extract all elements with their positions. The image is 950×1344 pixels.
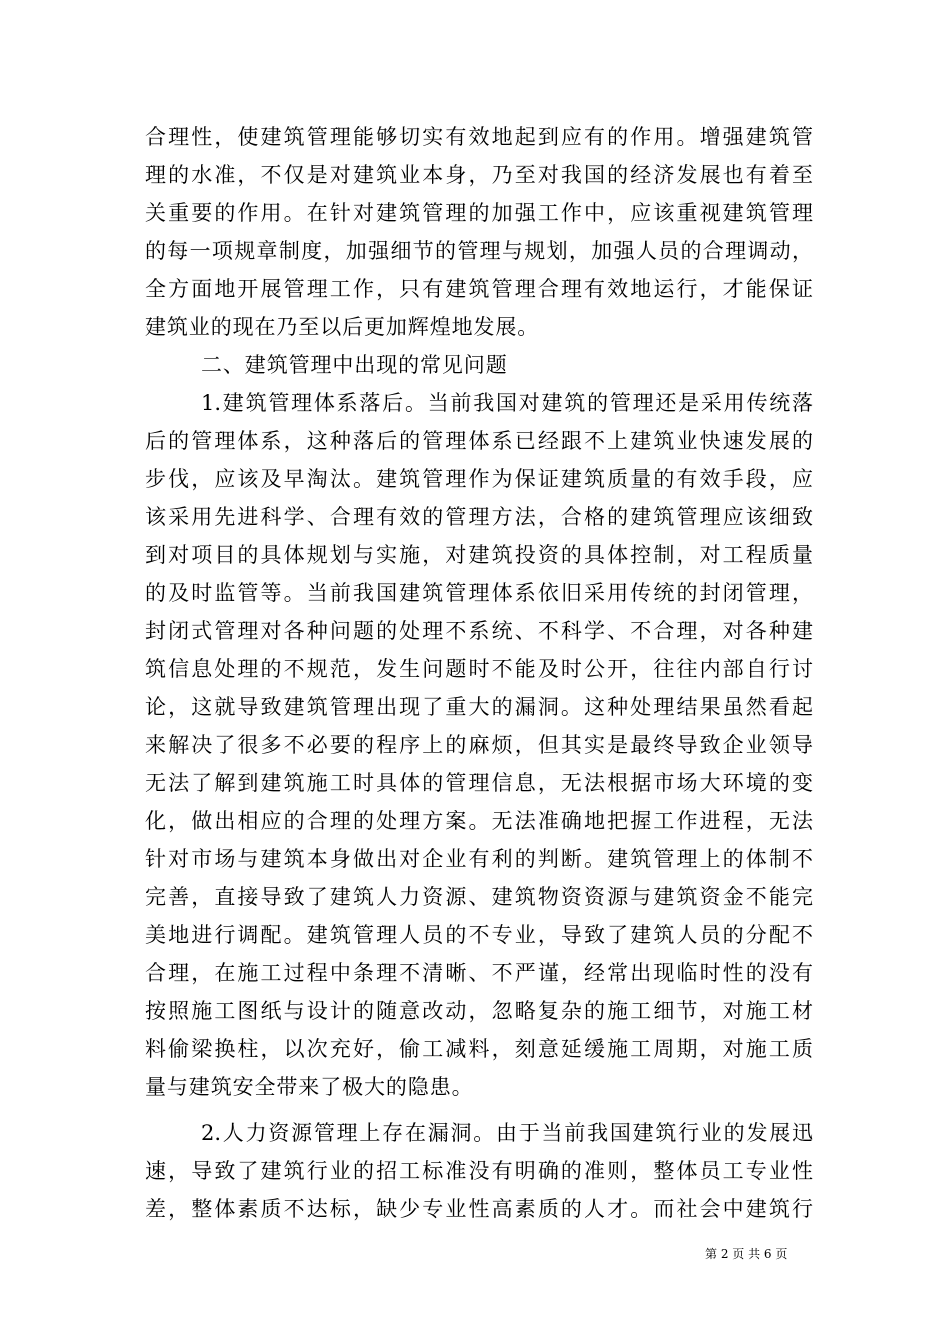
text-line: 的每一项规章制度，加强细节的管理与规划，加强人员的合理调动， (145, 239, 813, 263)
text-line: 针对市场与建筑本身做出对企业有利的判断。建筑管理上的体制不 (145, 847, 813, 871)
text-line: 合理性，使建筑管理能够切实有效地起到应有的作用。增强建筑管 (145, 125, 813, 149)
text-line: 的及时监管等。当前我国建筑管理体系依旧采用传统的封闭管理， (145, 581, 813, 605)
text-line: 该采用先进科学、合理有效的管理方法，合格的建筑管理应该细致 (145, 505, 813, 529)
paragraph-gap (145, 1106, 813, 1114)
text-line: 二、建筑管理中出现的常见问题 (201, 353, 508, 377)
document-body (145, 118, 813, 1228)
text-line: 量与建筑安全带来了极大的隐患。 (145, 1075, 474, 1099)
text-line: 1.建筑管理体系落后。当前我国对建筑的管理还是采用传统落 (201, 391, 813, 415)
text-line: 理的水准，不仅是对建筑业本身，乃至对我国的经济发展也有着至 (145, 163, 813, 187)
text-line: 按照施工图纸与设计的随意改动，忽略复杂的施工细节，对施工材 (145, 999, 813, 1023)
text-line: 完善，直接导致了建筑人力资源、建筑物资资源与建筑资金不能完 (145, 885, 813, 909)
text-line: 2.人力资源管理上存在漏洞。由于当前我国建筑行业的发展迅 (201, 1121, 813, 1145)
text-line: 速，导致了建筑行业的招工标准没有明确的准则，整体员工专业性 (145, 1159, 813, 1183)
text-line: 差，整体素质不达标，缺少专业性高素质的人才。而社会中建筑行 (145, 1197, 813, 1221)
text-line: 来解决了很多不必要的程序上的麻烦，但其实是最终导致企业领导 (145, 733, 813, 757)
text-line: 全方面地开展管理工作，只有建筑管理合理有效地运行，才能保证 (145, 277, 813, 301)
text-line: 到对项目的具体规划与实施，对建筑投资的具体控制，对工程质量 (145, 543, 813, 567)
text-line: 合理，在施工过程中条理不清晰、不严谨，经常出现临时性的没有 (145, 961, 813, 985)
text-line: 无法了解到建筑施工时具体的管理信息，无法根据市场大环境的变 (145, 771, 813, 795)
text-line: 化，做出相应的合理的处理方案。无法准确地把握工作进程，无法 (145, 809, 813, 833)
text-line: 后的管理体系，这种落后的管理体系已经跟不上建筑业快速发展的 (145, 429, 813, 453)
page-number: 第 2 页 共 6 页 (705, 1247, 788, 1261)
text-line: 步伐，应该及早淘汰。建筑管理作为保证建筑质量的有效手段，应 (145, 467, 813, 491)
text-line: 筑信息处理的不规范，发生问题时不能及时公开，往往内部自行讨 (145, 657, 813, 681)
text-line: 料偷梁换柱，以次充好，偷工减料，刻意延缓施工周期，对施工质 (145, 1037, 813, 1061)
text-line: 建筑业的现在乃至以后更加辉煌地发展。 (145, 315, 540, 339)
text-line: 美地进行调配。建筑管理人员的不专业，导致了建筑人员的分配不 (145, 923, 813, 947)
text-line: 封闭式管理对各种问题的处理不系统、不科学、不合理，对各种建 (145, 619, 813, 643)
text-line: 论，这就导致建筑管理出现了重大的漏洞。这种处理结果虽然看起 (145, 695, 813, 719)
text-line: 关重要的作用。在针对建筑管理的加强工作中，应该重视建筑管理 (145, 201, 813, 225)
